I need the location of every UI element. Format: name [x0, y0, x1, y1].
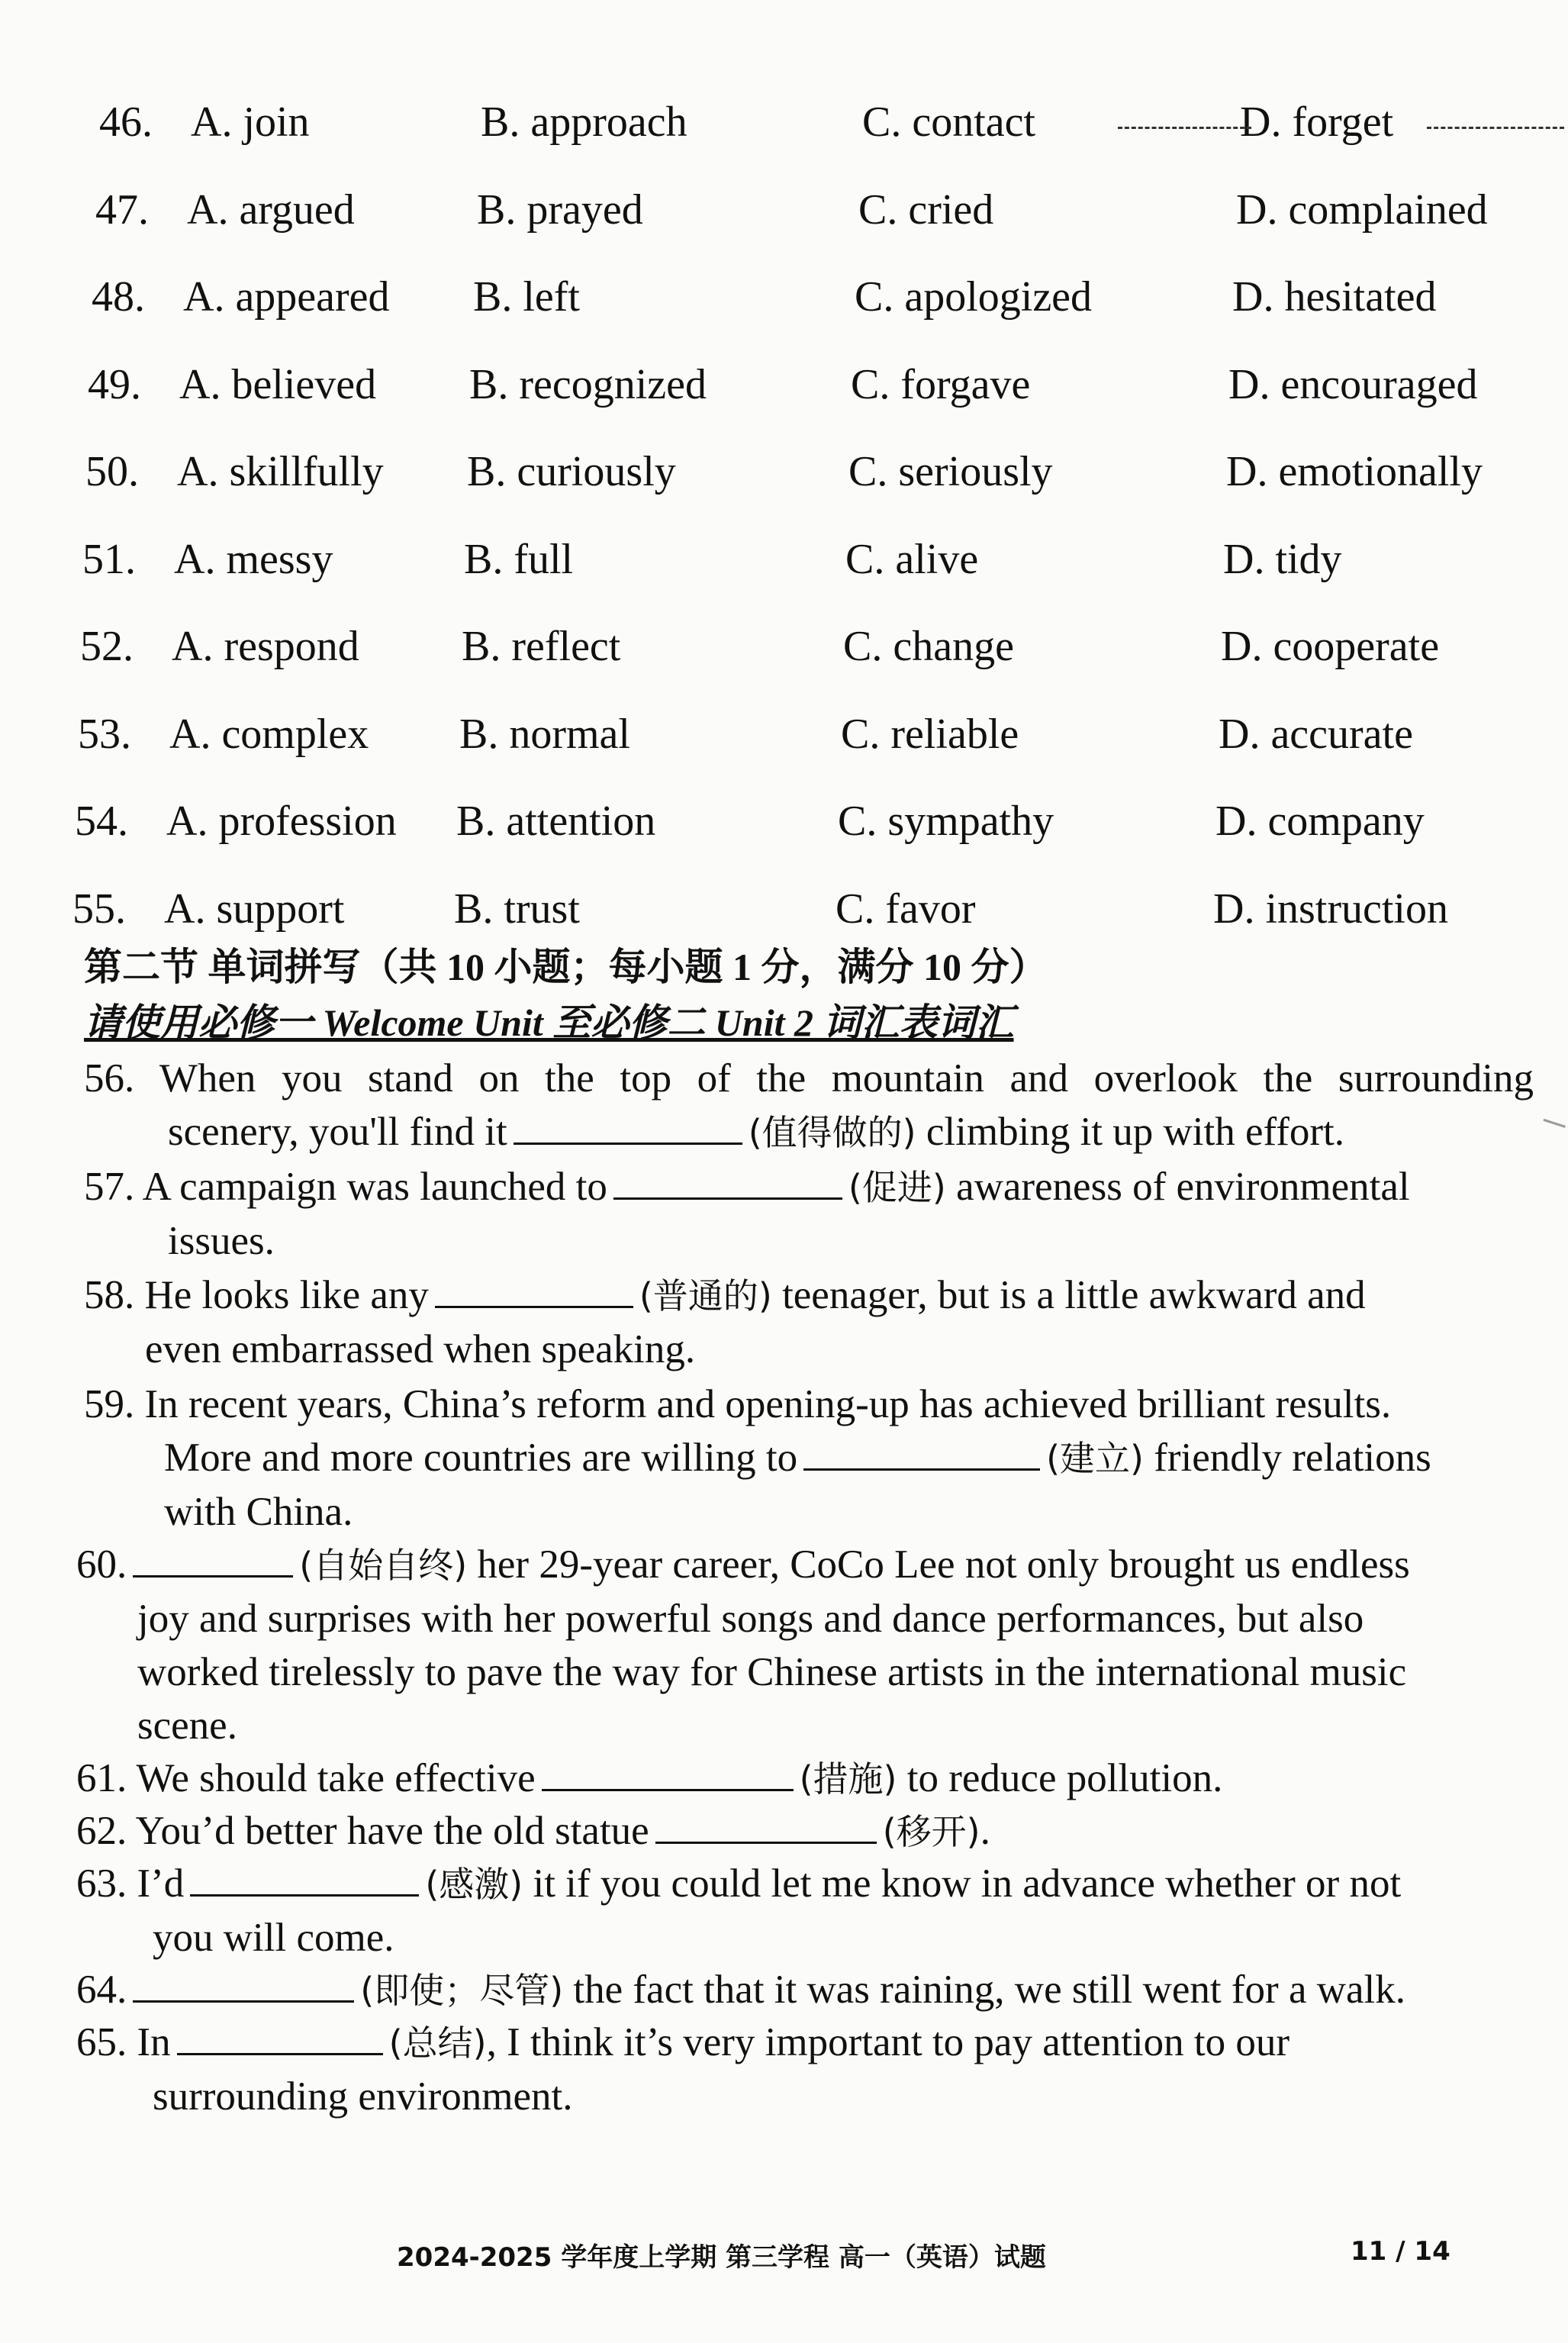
question-number: 48. — [92, 273, 145, 321]
answer-blank-61[interactable] — [542, 1754, 794, 1791]
option-d[interactable]: D. cooperate — [1221, 623, 1440, 670]
option-d[interactable]: D. forget — [1240, 98, 1394, 146]
q65-pre: 65. In — [76, 2020, 171, 2064]
question-57 — [84, 1160, 1518, 1268]
question-61 — [76, 1752, 1511, 1806]
question-65 — [76, 2016, 1511, 2123]
q59-text: More and more countries are willing to — [164, 1436, 798, 1480]
dashed-line — [1427, 127, 1564, 129]
option-c[interactable]: C. sympathy — [838, 798, 1054, 845]
option-a[interactable]: A. messy — [174, 535, 333, 583]
q63-pre: 63. I’d — [76, 1861, 185, 1906]
option-a[interactable]: A. skillfully — [177, 448, 384, 495]
question-number: 49. — [88, 360, 141, 408]
q56-line2 — [84, 1105, 1534, 1159]
page-footer — [0, 2236, 1568, 2282]
option-c[interactable]: C. favor — [836, 885, 976, 933]
option-b[interactable]: B. trust — [454, 885, 580, 933]
q58-line2: even embarrassed when speaking. — [145, 1327, 696, 1371]
q61-post: to reduce pollution. — [906, 1756, 1223, 1800]
question-number: 50. — [85, 448, 139, 495]
q56-text: scenery, you'll find it — [168, 1110, 507, 1154]
q60-line2: joy and surprises with her powerful songs and dance performances, but also — [137, 1597, 1364, 1641]
q57-pre: 57. A campaign was launched to — [84, 1165, 607, 1209]
q57-line2: issues. — [168, 1219, 275, 1263]
q62-hint: (移开) — [882, 1811, 980, 1852]
choice-question-row — [0, 620, 1568, 673]
question-62 — [76, 1804, 1511, 1858]
q59-hint: (建立) — [1046, 1438, 1144, 1479]
q65-post: , I think it’s very important to pay attention to our — [486, 2020, 1290, 2064]
option-c[interactable]: C. change — [843, 623, 1014, 670]
option-a[interactable]: A. join — [191, 98, 310, 146]
option-d[interactable]: D. tidy — [1223, 535, 1342, 583]
answer-blank-58[interactable] — [435, 1271, 633, 1308]
option-c[interactable]: C. seriously — [848, 448, 1053, 495]
q60-post: her 29-year career, CoCo Lee not only brought us endless — [477, 1542, 1410, 1587]
option-d[interactable]: D. encouraged — [1228, 360, 1478, 408]
question-number: 52. — [80, 623, 134, 670]
option-c[interactable]: C. forgave — [851, 360, 1031, 408]
question-number: 55. — [72, 885, 126, 933]
option-b[interactable]: B. curiously — [467, 448, 676, 495]
option-c[interactable]: C. reliable — [841, 710, 1019, 758]
option-b[interactable]: B. left — [473, 273, 580, 321]
q60-line3: worked tirelessly to pave the way for Chinese artists in the international music — [137, 1650, 1407, 1694]
answer-blank-59[interactable] — [803, 1433, 1040, 1471]
question-59 — [84, 1378, 1534, 1539]
q61-pre: 61. We should take effective — [76, 1756, 536, 1800]
option-c[interactable]: C. cried — [858, 185, 994, 234]
option-d[interactable]: D. accurate — [1219, 710, 1413, 758]
q63-line2: you will come. — [153, 1916, 394, 1960]
q56-hint: (值得做的) — [748, 1112, 916, 1153]
q57-hint: (促进) — [848, 1167, 946, 1208]
question-56 — [84, 1052, 1534, 1159]
answer-blank-63[interactable] — [190, 1859, 419, 1897]
q58-post: teenager, but is a little awkward and — [782, 1273, 1366, 1317]
q60-line1 — [76, 1538, 1511, 1592]
q60-num: 60. — [76, 1542, 127, 1587]
option-a[interactable]: A. support — [164, 885, 345, 933]
option-d[interactable]: D. emotionally — [1226, 448, 1483, 495]
choice-question-row — [0, 445, 1568, 498]
answer-blank-56[interactable] — [514, 1107, 742, 1145]
option-d[interactable]: D. company — [1215, 798, 1425, 845]
q65-hint: (总结) — [388, 2022, 487, 2064]
option-c[interactable]: C. alive — [845, 535, 979, 583]
choice-question-row — [0, 794, 1568, 848]
q60-line4: scene. — [137, 1703, 237, 1748]
q57-line1 — [84, 1160, 1518, 1214]
question-number: 47. — [95, 185, 149, 234]
option-b[interactable]: B. prayed — [477, 185, 643, 234]
option-c[interactable]: C. apologized — [855, 273, 1093, 321]
scan-mark — [1540, 1119, 1566, 1138]
question-63 — [76, 1857, 1511, 1964]
q59-line3: with China. — [164, 1490, 353, 1534]
option-a[interactable]: A. profession — [166, 798, 397, 845]
option-b[interactable]: B. recognized — [469, 360, 707, 408]
question-number: 54. — [75, 798, 128, 845]
q64-hint: (即使；尽管) — [360, 1970, 564, 2011]
question-number: 53. — [78, 710, 131, 758]
option-a[interactable]: A. argued — [187, 185, 355, 234]
question-60 — [76, 1538, 1511, 1752]
section-subtitle: 请使用必修一 Welcome Unit 至必修二 Unit 2 词汇表词汇 — [84, 1001, 1014, 1044]
q65-line2: surrounding environment. — [153, 2074, 573, 2119]
option-a[interactable]: A. respond — [172, 623, 359, 670]
q59-line2 — [84, 1431, 1534, 1485]
q63-hint: (感激) — [425, 1864, 523, 1905]
q62-post: . — [980, 1809, 990, 1853]
option-b[interactable]: B. attention — [456, 798, 656, 845]
option-b[interactable]: B. approach — [481, 98, 687, 146]
answer-blank-62[interactable] — [655, 1806, 877, 1844]
option-d[interactable]: D. hesitated — [1232, 273, 1437, 321]
q63-line1 — [76, 1857, 1511, 1911]
q62-pre: 62. You’d better have the old statue — [76, 1809, 649, 1853]
q58-line1 — [84, 1268, 1518, 1323]
q61-hint: (措施) — [799, 1758, 897, 1800]
dashed-line — [1118, 127, 1251, 129]
choice-question-row — [0, 270, 1568, 324]
option-a[interactable]: A. complex — [169, 710, 369, 758]
option-b[interactable]: B. normal — [459, 710, 630, 758]
choice-question-row — [0, 707, 1568, 761]
q59-post: friendly relations — [1154, 1436, 1431, 1480]
question-number: 51. — [82, 535, 136, 583]
answer-blank-65[interactable] — [177, 2018, 383, 2055]
option-a[interactable]: A. believed — [179, 360, 377, 408]
option-d[interactable]: D. instruction — [1213, 885, 1448, 933]
q60-hint: (自始自终) — [299, 1545, 468, 1586]
q58-hint: (普通的) — [639, 1275, 772, 1317]
choice-question-row — [0, 183, 1568, 237]
q57-post: awareness of environmental — [956, 1165, 1410, 1209]
answer-blank-57[interactable] — [613, 1162, 842, 1200]
q58-pre: 58. He looks like any — [84, 1273, 429, 1317]
section-title: 第二节 单词拼写（共 10 小题；每小题 1 分，满分 10 分） — [84, 946, 1048, 988]
q56-line1: 56. When you stand on the top of the mountain and overlook the surrounding — [84, 1056, 1534, 1101]
q65-line1 — [76, 2016, 1511, 2070]
option-b[interactable]: B. full — [464, 535, 574, 583]
option-c[interactable]: C. contact — [862, 98, 1036, 146]
footer-title: 2024-2025 学年度上学期 第三学程 高一（英语）试题 — [397, 2242, 1046, 2273]
question-number: 46. — [99, 98, 153, 146]
option-a[interactable]: A. appeared — [183, 273, 390, 321]
option-d[interactable]: D. complained — [1236, 185, 1488, 234]
choice-question-row — [0, 882, 1568, 936]
question-64 — [76, 1963, 1511, 2017]
answer-blank-60[interactable] — [133, 1540, 293, 1578]
choice-question-row — [0, 95, 1568, 149]
q59-line1: 59. In recent years, China’s reform and opening-up has achieved brilliant results. — [84, 1382, 1392, 1426]
q63-post: it if you could let me know in advance whether or not — [533, 1861, 1402, 1906]
choice-question-row — [0, 533, 1568, 586]
choice-question-row — [0, 358, 1568, 411]
question-58 — [84, 1268, 1518, 1376]
option-b[interactable]: B. reflect — [462, 623, 621, 670]
answer-blank-64[interactable] — [133, 1965, 354, 2003]
page-number: 11 / 14 — [1351, 2236, 1450, 2267]
q64-num: 64. — [76, 1968, 127, 2012]
q64-post: the fact that it was raining, we still went for a walk. — [573, 1968, 1405, 2012]
q56-post: climbing it up with effort. — [926, 1110, 1344, 1154]
